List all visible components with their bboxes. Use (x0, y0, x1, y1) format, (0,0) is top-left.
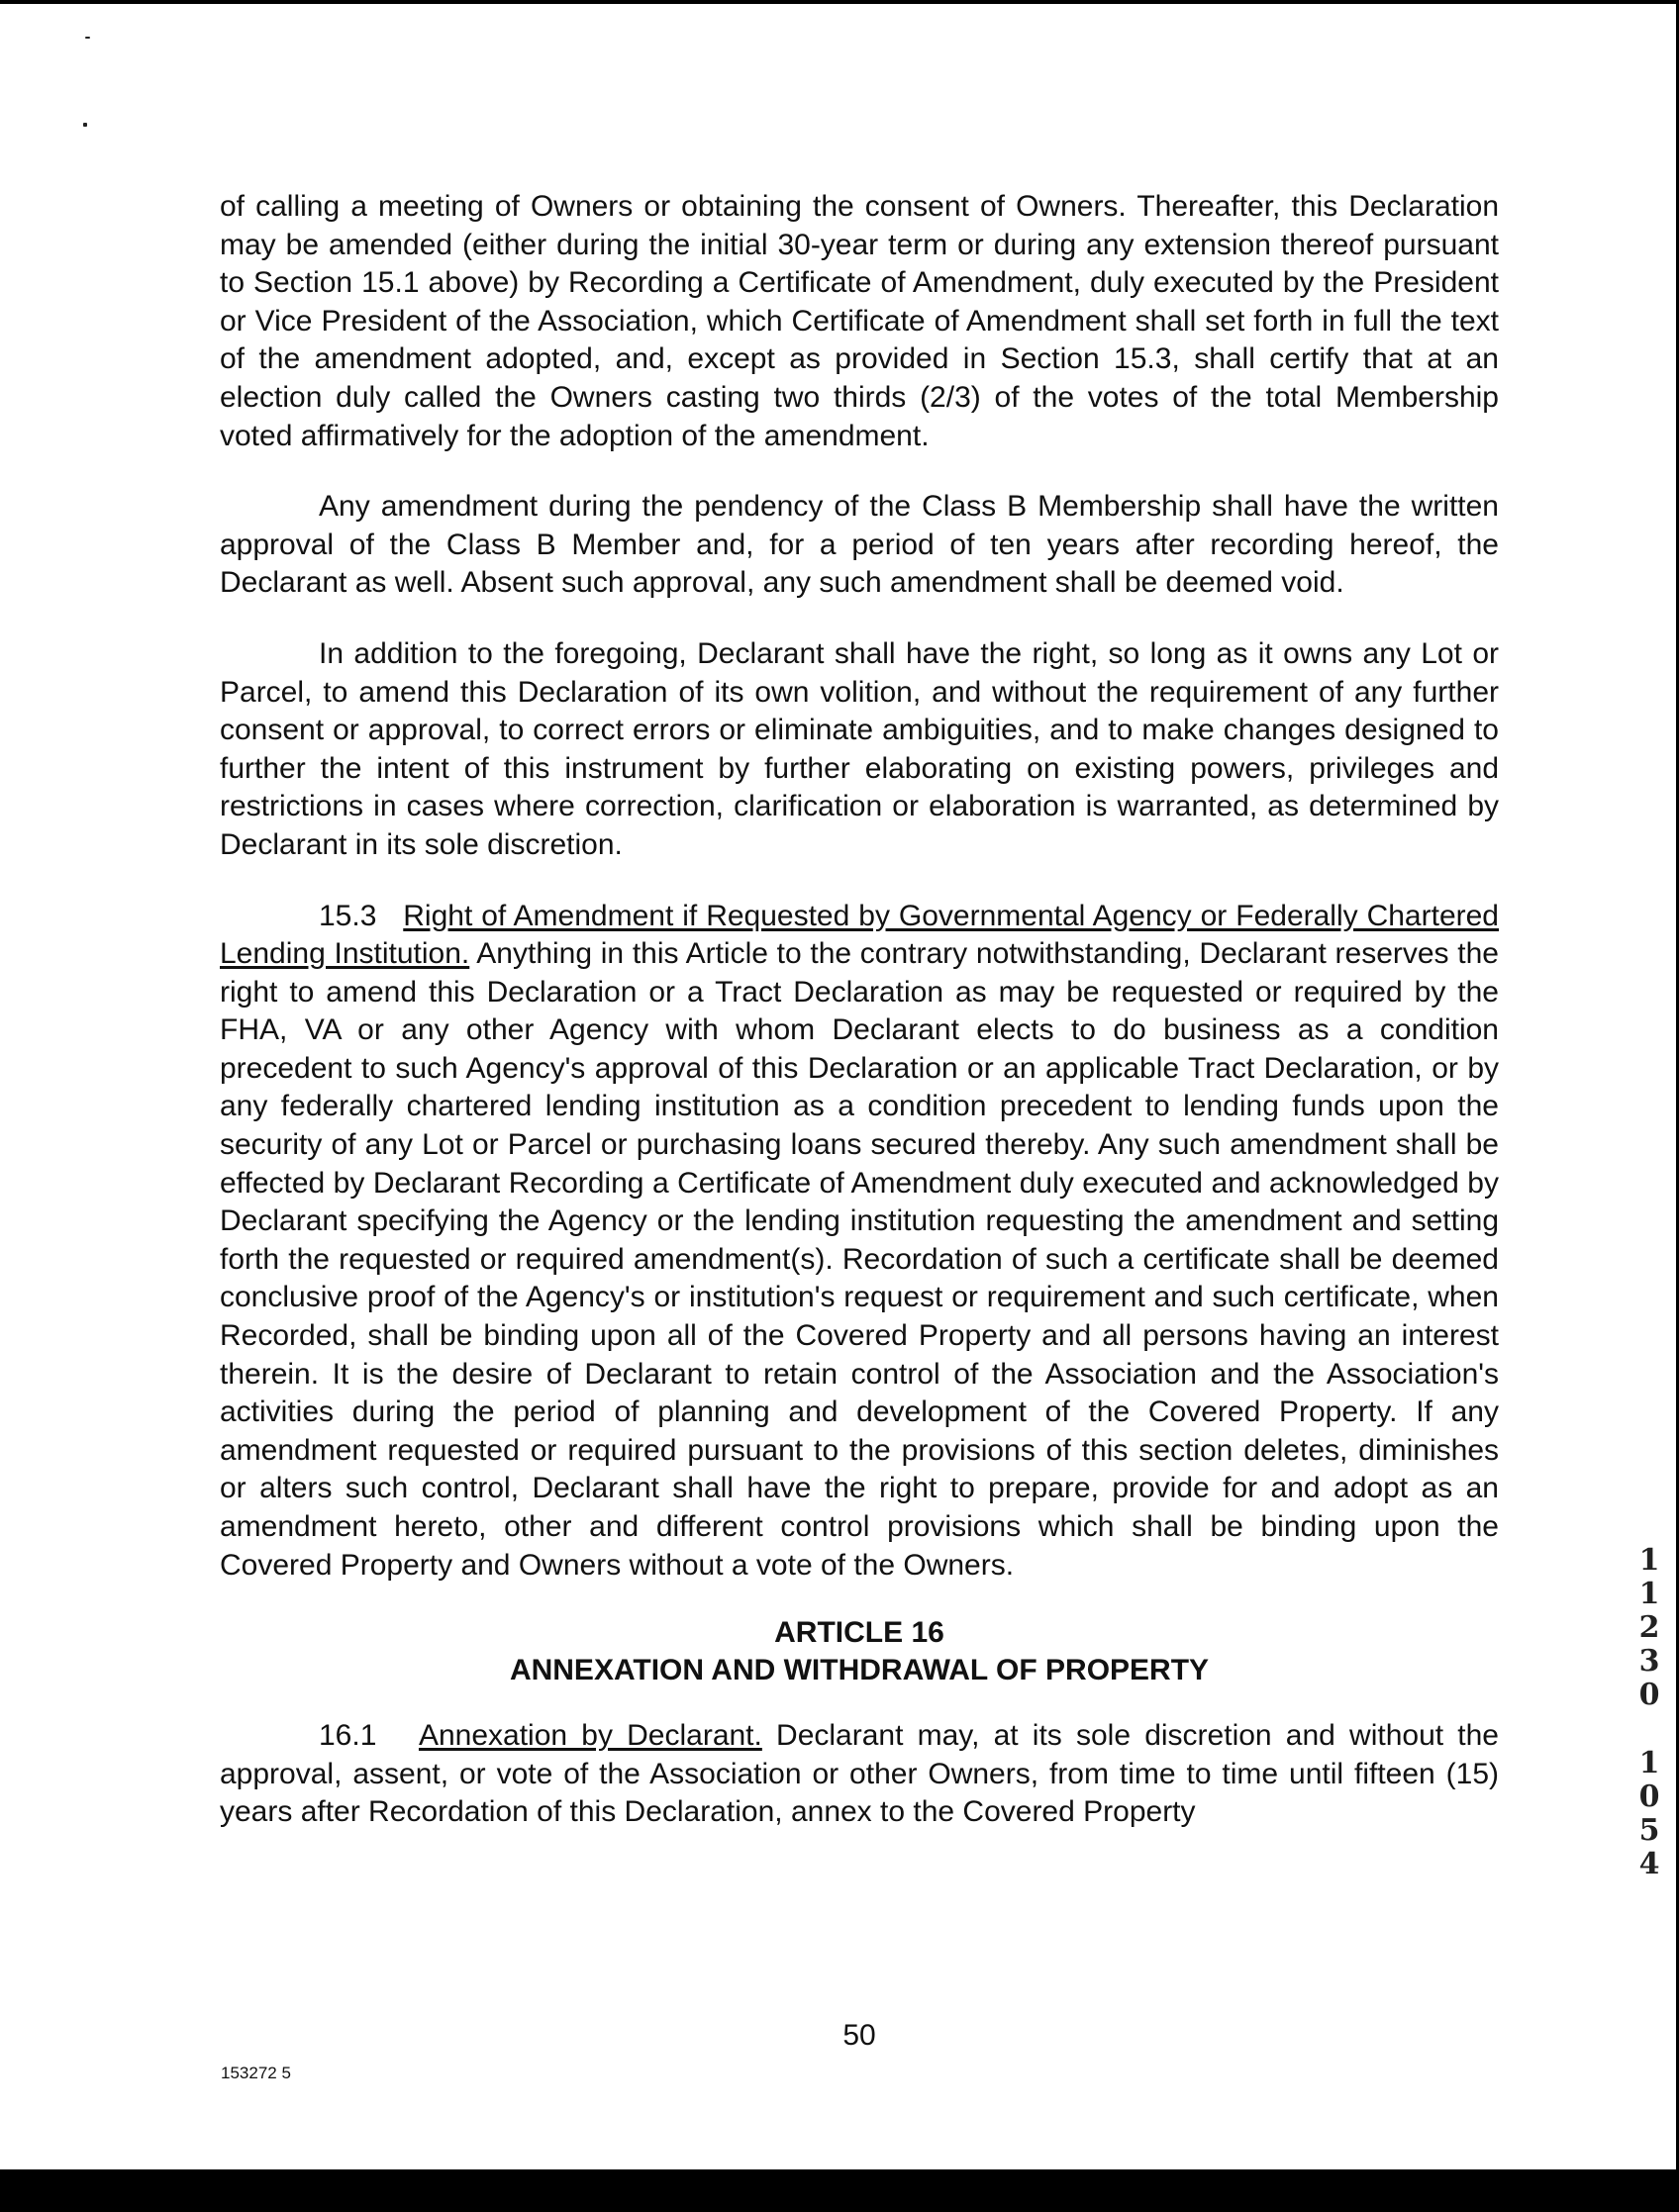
recording-number-top: 1 1 2 3 0 (1638, 1543, 1660, 1712)
section-number: 15.3 (319, 899, 377, 932)
document-id: 153272 5 (221, 2064, 291, 2082)
scan-speck (85, 37, 90, 39)
scan-edge-top (0, 0, 1679, 4)
page-number: 50 (842, 2019, 876, 2052)
scan-speck (83, 123, 87, 127)
section-body: Anything in this Article to the contrary notwithstanding, Declarant reserves the right to amend this Declaration or a Tract Declaration as may be requested or required by the FHA, VA or any other Agency with whom Declarant elects to do business as a condition precedent to such Agency's approval of this Declaration or an applicable Tract Declaration, or by any federally chartered lending institution as a condition precedent to lending funds upon the security of any Lot or Parcel or purchasing loans secured thereby. Any such amendment shall be effected by Declarant Recording a Certificate of Amendment duly executed and acknowledged by Declarant specifying the Agency or the lending institution requesting the amendment and setting forth the requested or required amendment(s). Recordation of such a certificate shall be deemed conclusive proof of the Agency's or institution's request or requirement and such certificate, when Recorded, shall be binding upon all of the Covered Property and all persons having an interest therein. It is the desire of Declarant to retain control of the Association and the Association's activities during the period of planning and development of the Covered Property. If any amendment requested or required pursuant to the provisions of this section deletes, diminishes or alters such control, Declarant shall have the right to prepare, provide for and adopt as an amendment hereto, other and different control provisions which shall be binding upon the Covered Property and Owners without a vote of the Owners. (220, 937, 1499, 1582)
section-number: 16.1 (319, 1719, 377, 1753)
paragraph-class-b-approval: Any amendment during the pendency of the Class B Membership shall have the written approval of the Class B Member and, for a period of ten years after recording hereof, the Declarant as well. Absent such approval, any such amendment shall be deemed void. (220, 490, 1499, 600)
article-title: ANNEXATION AND WITHDRAWAL OF PROPERTY (509, 1654, 1210, 1687)
paragraph-amendment-certificate: of calling a meeting of Owners or obtaining the consent of Owners. Thereafter, this Declaration may be amended (either during the initial 30-year term or during any extension thereof pursuant to Section 15.1 above) by Recording a Certificate of Amendment, duly executed by the President or Vice President of the Association, which Certificate of Amendment shall set forth in full the text of the amendment adopted, and, except as provided in Section 15.3, shall certify that at an election duly called the Owners casting two thirds (2/3) of the votes of the total Membership voted affirmatively for the adoption of the amendment. (220, 190, 1499, 452)
section-15-3 (220, 898, 1499, 1586)
scan-edge-bottom (0, 2169, 1679, 2212)
section-title: Annexation by Declarant. (418, 1719, 762, 1753)
article-heading (220, 1614, 1499, 1689)
recording-number-bottom: 1 0 5 4 (1638, 1746, 1660, 1881)
section-title: Right of Amendment if Requested by Governmental Agency or Federally Chartered Lending Institution. (220, 899, 1499, 971)
section-body: Declarant may, at its sole discretion and without the approval, assent, or vote of the Association or other Owners, from time to time until fifteen (15) years after Recordation of this Declaration, annex to the Covered Property (220, 1719, 1499, 1829)
article-number: ARTICLE 16 (774, 1616, 944, 1650)
section-16-1 (220, 1717, 1499, 1832)
paragraph-declarant-right: In addition to the foregoing, Declarant shall have the right, so long as it owns any Lot or Parcel, to amend this Declaration of its own volition, and without the requirement of any further consent or approval, to correct errors or eliminate ambiguities, and to make changes designed to further the intent of this instrument by further elaborating on existing powers, privileges and restrictions in cases where correction, clarification or elaboration is warranted, as determined by Declarant in its sole discretion. (220, 636, 1499, 861)
page-body (220, 188, 1499, 1832)
